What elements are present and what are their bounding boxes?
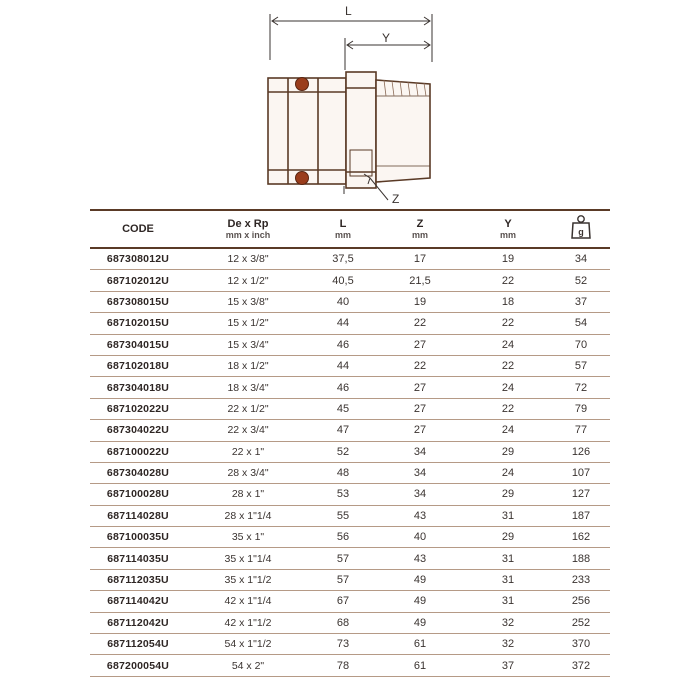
cell-z: 22 — [376, 355, 464, 376]
cell-code: 687114042U — [90, 591, 186, 612]
cell-y: 32 — [464, 634, 552, 655]
cell-size: 22 x 3/4" — [186, 420, 310, 441]
cell-size: 35 x 1"1/4 — [186, 548, 310, 569]
cell-code: 687100028U — [90, 484, 186, 505]
cell-code: 687100035U — [90, 527, 186, 548]
cell-size: 22 x 1/2" — [186, 398, 310, 419]
fitting-diagram — [0, 0, 700, 210]
cell-weight: 37 — [552, 291, 610, 312]
cell-size: 35 x 1" — [186, 527, 310, 548]
cell-code: 687114035U — [90, 548, 186, 569]
cell-code: 687304018U — [90, 377, 186, 398]
cell-weight: 188 — [552, 548, 610, 569]
cell-l: 57 — [310, 548, 376, 569]
table-row — [90, 355, 610, 376]
cell-z: 27 — [376, 377, 464, 398]
cell-size: 15 x 3/4" — [186, 334, 310, 355]
cell-y: 32 — [464, 612, 552, 633]
cell-code: 687304022U — [90, 420, 186, 441]
cell-weight: 370 — [552, 634, 610, 655]
cell-z: 49 — [376, 591, 464, 612]
cell-size: 18 x 3/4" — [186, 377, 310, 398]
header-y: Y mm — [464, 210, 552, 248]
cell-code: 687102022U — [90, 398, 186, 419]
weight-unit: g — [578, 226, 584, 237]
cell-code: 687102018U — [90, 355, 186, 376]
cell-z: 34 — [376, 484, 464, 505]
cell-code: 687112035U — [90, 569, 186, 590]
table-body — [90, 248, 610, 676]
fitting-body — [268, 72, 430, 188]
cell-code: 687200054U — [90, 655, 186, 676]
table-row — [90, 505, 610, 526]
table-row — [90, 248, 610, 270]
cell-size: 22 x 1" — [186, 441, 310, 462]
table-row — [90, 484, 610, 505]
cell-z: 22 — [376, 313, 464, 334]
table-header — [90, 210, 610, 248]
cell-l: 46 — [310, 334, 376, 355]
cell-y: 24 — [464, 462, 552, 483]
table-row — [90, 612, 610, 633]
cell-code: 687112042U — [90, 612, 186, 633]
cell-l: 73 — [310, 634, 376, 655]
cell-code: 687308015U — [90, 291, 186, 312]
cell-code: 687112054U — [90, 634, 186, 655]
cell-z: 21,5 — [376, 270, 464, 291]
cell-y: 24 — [464, 334, 552, 355]
table-row — [90, 270, 610, 291]
label-l: L — [345, 4, 352, 18]
table-row — [90, 527, 610, 548]
cell-code: 687102015U — [90, 313, 186, 334]
cell-l: 78 — [310, 655, 376, 676]
cell-y: 18 — [464, 291, 552, 312]
header-code: CODE — [90, 210, 186, 248]
table-row — [90, 634, 610, 655]
cell-l: 46 — [310, 377, 376, 398]
cell-weight: 252 — [552, 612, 610, 633]
cell-l: 44 — [310, 355, 376, 376]
cell-z: 27 — [376, 420, 464, 441]
cell-weight: 162 — [552, 527, 610, 548]
table-row — [90, 398, 610, 419]
table-row — [90, 591, 610, 612]
cell-l: 44 — [310, 313, 376, 334]
cell-code: 687102012U — [90, 270, 186, 291]
weight-icon — [570, 214, 592, 240]
cell-code: 687304015U — [90, 334, 186, 355]
cell-weight: 79 — [552, 398, 610, 419]
table-row — [90, 420, 610, 441]
cell-l: 57 — [310, 569, 376, 590]
cell-code: 687114028U — [90, 505, 186, 526]
cell-z: 43 — [376, 505, 464, 526]
cell-weight: 126 — [552, 441, 610, 462]
cell-weight: 70 — [552, 334, 610, 355]
cell-size: 28 x 1"1/4 — [186, 505, 310, 526]
header-size: De x Rp mm x inch — [186, 210, 310, 248]
cell-l: 40,5 — [310, 270, 376, 291]
table-row — [90, 313, 610, 334]
cell-size: 15 x 3/8" — [186, 291, 310, 312]
cell-y: 22 — [464, 313, 552, 334]
cell-z: 19 — [376, 291, 464, 312]
cell-size: 54 x 1"1/2 — [186, 634, 310, 655]
cell-size: 15 x 1/2" — [186, 313, 310, 334]
cell-code: 687308012U — [90, 248, 186, 270]
spec-table — [90, 209, 610, 677]
cell-size: 42 x 1"1/4 — [186, 591, 310, 612]
cell-z: 61 — [376, 655, 464, 676]
cell-y: 19 — [464, 248, 552, 270]
cell-size: 42 x 1"1/2 — [186, 612, 310, 633]
cell-size: 28 x 3/4" — [186, 462, 310, 483]
cell-weight: 34 — [552, 248, 610, 270]
cell-y: 37 — [464, 655, 552, 676]
cell-y: 31 — [464, 591, 552, 612]
header-l: L mm — [310, 210, 376, 248]
cell-z: 40 — [376, 527, 464, 548]
table-row — [90, 334, 610, 355]
cell-l: 67 — [310, 591, 376, 612]
table-row — [90, 548, 610, 569]
table-row — [90, 291, 610, 312]
cell-size: 12 x 3/8" — [186, 248, 310, 270]
cell-l: 52 — [310, 441, 376, 462]
cell-weight: 57 — [552, 355, 610, 376]
cell-l: 47 — [310, 420, 376, 441]
cell-weight: 52 — [552, 270, 610, 291]
dimension-l — [270, 14, 432, 62]
cell-z: 49 — [376, 612, 464, 633]
table-row — [90, 377, 610, 398]
cell-size: 28 x 1" — [186, 484, 310, 505]
cell-l: 68 — [310, 612, 376, 633]
cell-y: 31 — [464, 548, 552, 569]
cell-y: 24 — [464, 377, 552, 398]
header-weight — [552, 210, 610, 248]
table-row — [90, 462, 610, 483]
cell-y: 22 — [464, 270, 552, 291]
cell-z: 49 — [376, 569, 464, 590]
cell-l: 37,5 — [310, 248, 376, 270]
cell-y: 22 — [464, 355, 552, 376]
cell-weight: 127 — [552, 484, 610, 505]
cell-size: 35 x 1"1/2 — [186, 569, 310, 590]
cell-size: 54 x 2" — [186, 655, 310, 676]
header-z: Z mm — [376, 210, 464, 248]
cell-code: 687100022U — [90, 441, 186, 462]
label-y: Y — [382, 31, 391, 45]
cell-weight: 77 — [552, 420, 610, 441]
cell-z: 27 — [376, 398, 464, 419]
cell-z: 34 — [376, 441, 464, 462]
cell-weight: 54 — [552, 313, 610, 334]
table-row — [90, 655, 610, 676]
cell-y: 31 — [464, 569, 552, 590]
cell-y: 31 — [464, 505, 552, 526]
cell-weight: 72 — [552, 377, 610, 398]
cell-weight: 256 — [552, 591, 610, 612]
cell-size: 12 x 1/2" — [186, 270, 310, 291]
cell-code: 687304028U — [90, 462, 186, 483]
cell-y: 29 — [464, 527, 552, 548]
cell-z: 34 — [376, 462, 464, 483]
cell-y: 29 — [464, 484, 552, 505]
cell-z: 43 — [376, 548, 464, 569]
cell-l: 56 — [310, 527, 376, 548]
cell-z: 27 — [376, 334, 464, 355]
cell-l: 53 — [310, 484, 376, 505]
cell-size: 18 x 1/2" — [186, 355, 310, 376]
cell-y: 24 — [464, 420, 552, 441]
cell-y: 22 — [464, 398, 552, 419]
cell-l: 48 — [310, 462, 376, 483]
label-z: Z — [392, 192, 400, 206]
cell-l: 45 — [310, 398, 376, 419]
cell-weight: 233 — [552, 569, 610, 590]
cell-weight: 107 — [552, 462, 610, 483]
cell-z: 17 — [376, 248, 464, 270]
cell-y: 29 — [464, 441, 552, 462]
cell-l: 40 — [310, 291, 376, 312]
cell-l: 55 — [310, 505, 376, 526]
cell-weight: 372 — [552, 655, 610, 676]
cell-z: 61 — [376, 634, 464, 655]
table-row — [90, 441, 610, 462]
cell-weight: 187 — [552, 505, 610, 526]
table-row — [90, 569, 610, 590]
